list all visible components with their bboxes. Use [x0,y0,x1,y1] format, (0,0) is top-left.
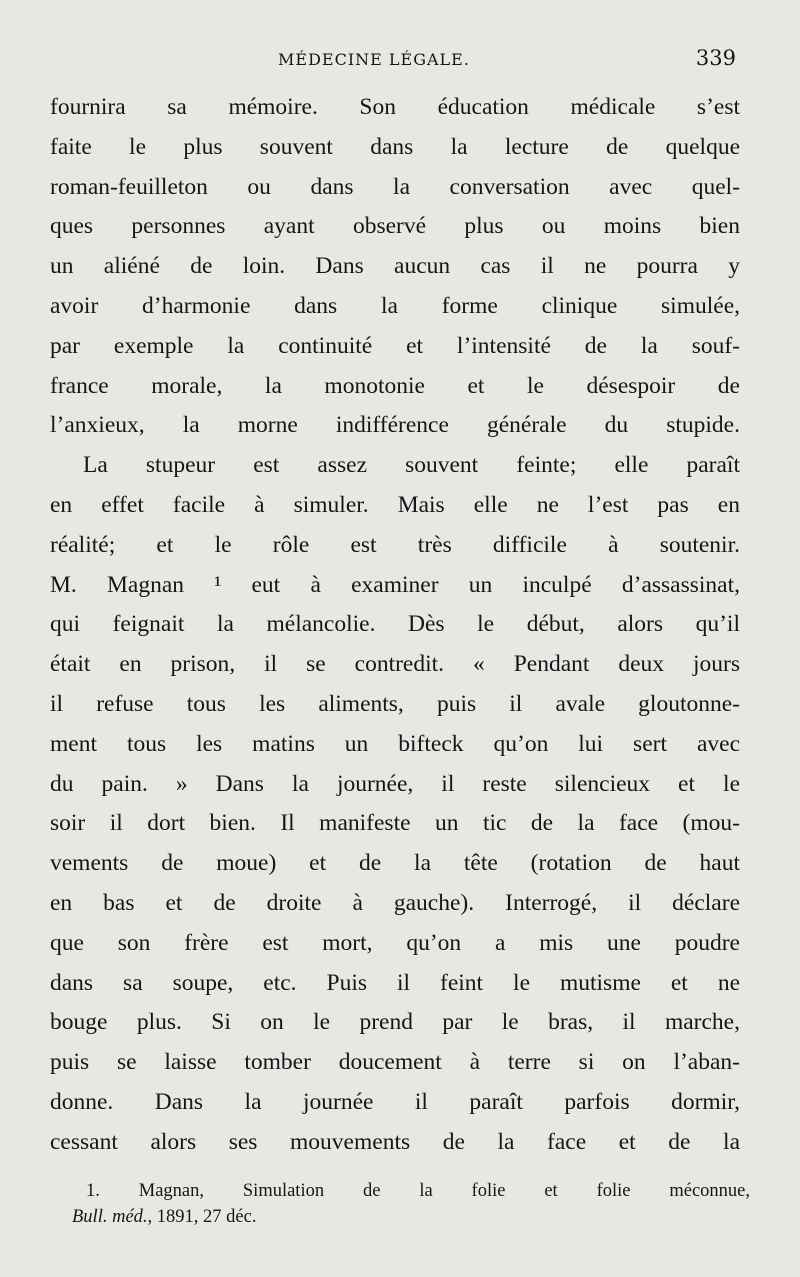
text-line: en bas et de droite à gauche). Interrogé, il déclare [50,889,740,916]
text-line: était en prison, il se contredit. « Pendant deux jours [50,651,740,678]
text-line: avoir d’harmonie dans la forme clinique simulée, [50,292,740,319]
running-head [50,46,736,74]
text-line: réalité; et le rôle est très difficile à soutenir. [50,531,740,558]
text-line: par exemple la continuité et l’intensité de la souf- [50,332,740,359]
text-line: ques personnes ayant observé plus ou moins bien [50,213,740,240]
text-line: cessant alors ses mouvements de la face et de la [50,1128,740,1155]
text-line: soir il dort bien. Il manifeste un tic de la face (mou- [50,810,740,837]
paragraph-start-line: La stupeur est assez souvent feinte; elle paraît [83,452,740,479]
text-line: qui feignait la mélancolie. Dès le début, alors qu’il [50,611,740,638]
text-line: donne. Dans la journée il paraît parfois dormir, [50,1088,740,1115]
text-line: un aliéné de loin. Dans aucun cas il ne pourra y [50,253,740,280]
text-line: roman-feuilleton ou dans la conversation avec quel- [50,173,740,200]
footnote-date: , 1891, 27 déc. [147,1207,257,1227]
footnote-line [50,1204,750,1230]
text-line: que son frère est mort, qu’on a mis une poudre [50,929,740,956]
text-line: dans sa soupe, etc. Puis il feint le mutisme et ne [50,969,740,996]
text-line: en effet facile à simuler. Mais elle ne l’est pas en [50,491,740,518]
text-line: M. Magnan ¹ eut à examiner un inculpé d’assassinat, [50,571,740,598]
text-line: fournira sa mémoire. Son éducation médicale s’est [50,94,740,120]
text-line: l’anxieux, la morne indifférence générale du stupide. [50,412,740,439]
text-line: du pain. » Dans la journée, il reste silencieux et le [50,770,740,797]
running-title: MÉDECINE LÉGALE. [278,50,470,69]
text-line: france morale, la monotonie et le désespoir de [50,372,740,399]
text-line: bouge plus. Si on le prend par le bras, il marche, [50,1009,740,1036]
text-line: faite le plus souvent dans la lecture de quelque [50,133,740,160]
footnote [50,1178,750,1230]
text-line: ment tous les matins un bifteck qu’on lui sert avec [50,730,740,757]
footnote-line: 1. Magnan, Simulation de la folie et folie méconnue, [86,1181,750,1201]
text-line: vements de moue) et de la tête (rotation de haut [50,850,740,877]
footnote-journal: Bull. méd. [72,1207,148,1227]
page-number: 339 [695,46,736,70]
text-line: il refuse tous les aliments, puis il avale gloutonne- [50,690,740,717]
text-line: puis se laisse tomber doucement à terre si on l’aban- [50,1049,740,1076]
body-text [50,88,740,1163]
